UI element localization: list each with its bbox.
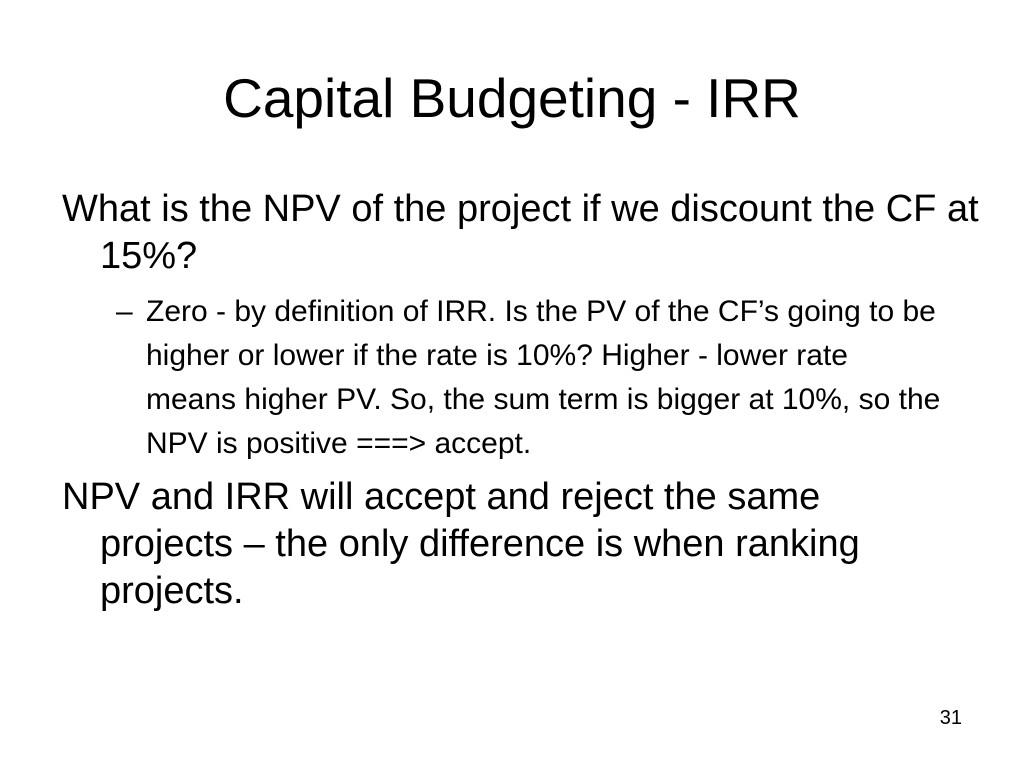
sub-bullet-text: Zero - by definition of IRR. Is the PV of the CF’s going to be higher or lower if the rate is 10%? Higher - lower rate means higher PV. So, the sum term is bigger at 10%, so the NPV is positive ===> accept.	[146, 295, 941, 460]
sub-bullet-irr-explanation	[116, 290, 946, 466]
page-number: 31	[939, 707, 962, 729]
slide-body	[62, 186, 982, 615]
bullet-npv-irr-comparison: NPV and IRR will accept and reject the same projects – the only difference is when ranking projects.	[62, 476, 860, 612]
slide-title: Capital Budgeting - IRR	[223, 67, 801, 129]
bullet-npv-question: What is the NPV of the project if we discount the CF at 15%?	[62, 188, 979, 277]
sub-bullet-marker: –	[116, 295, 133, 328]
